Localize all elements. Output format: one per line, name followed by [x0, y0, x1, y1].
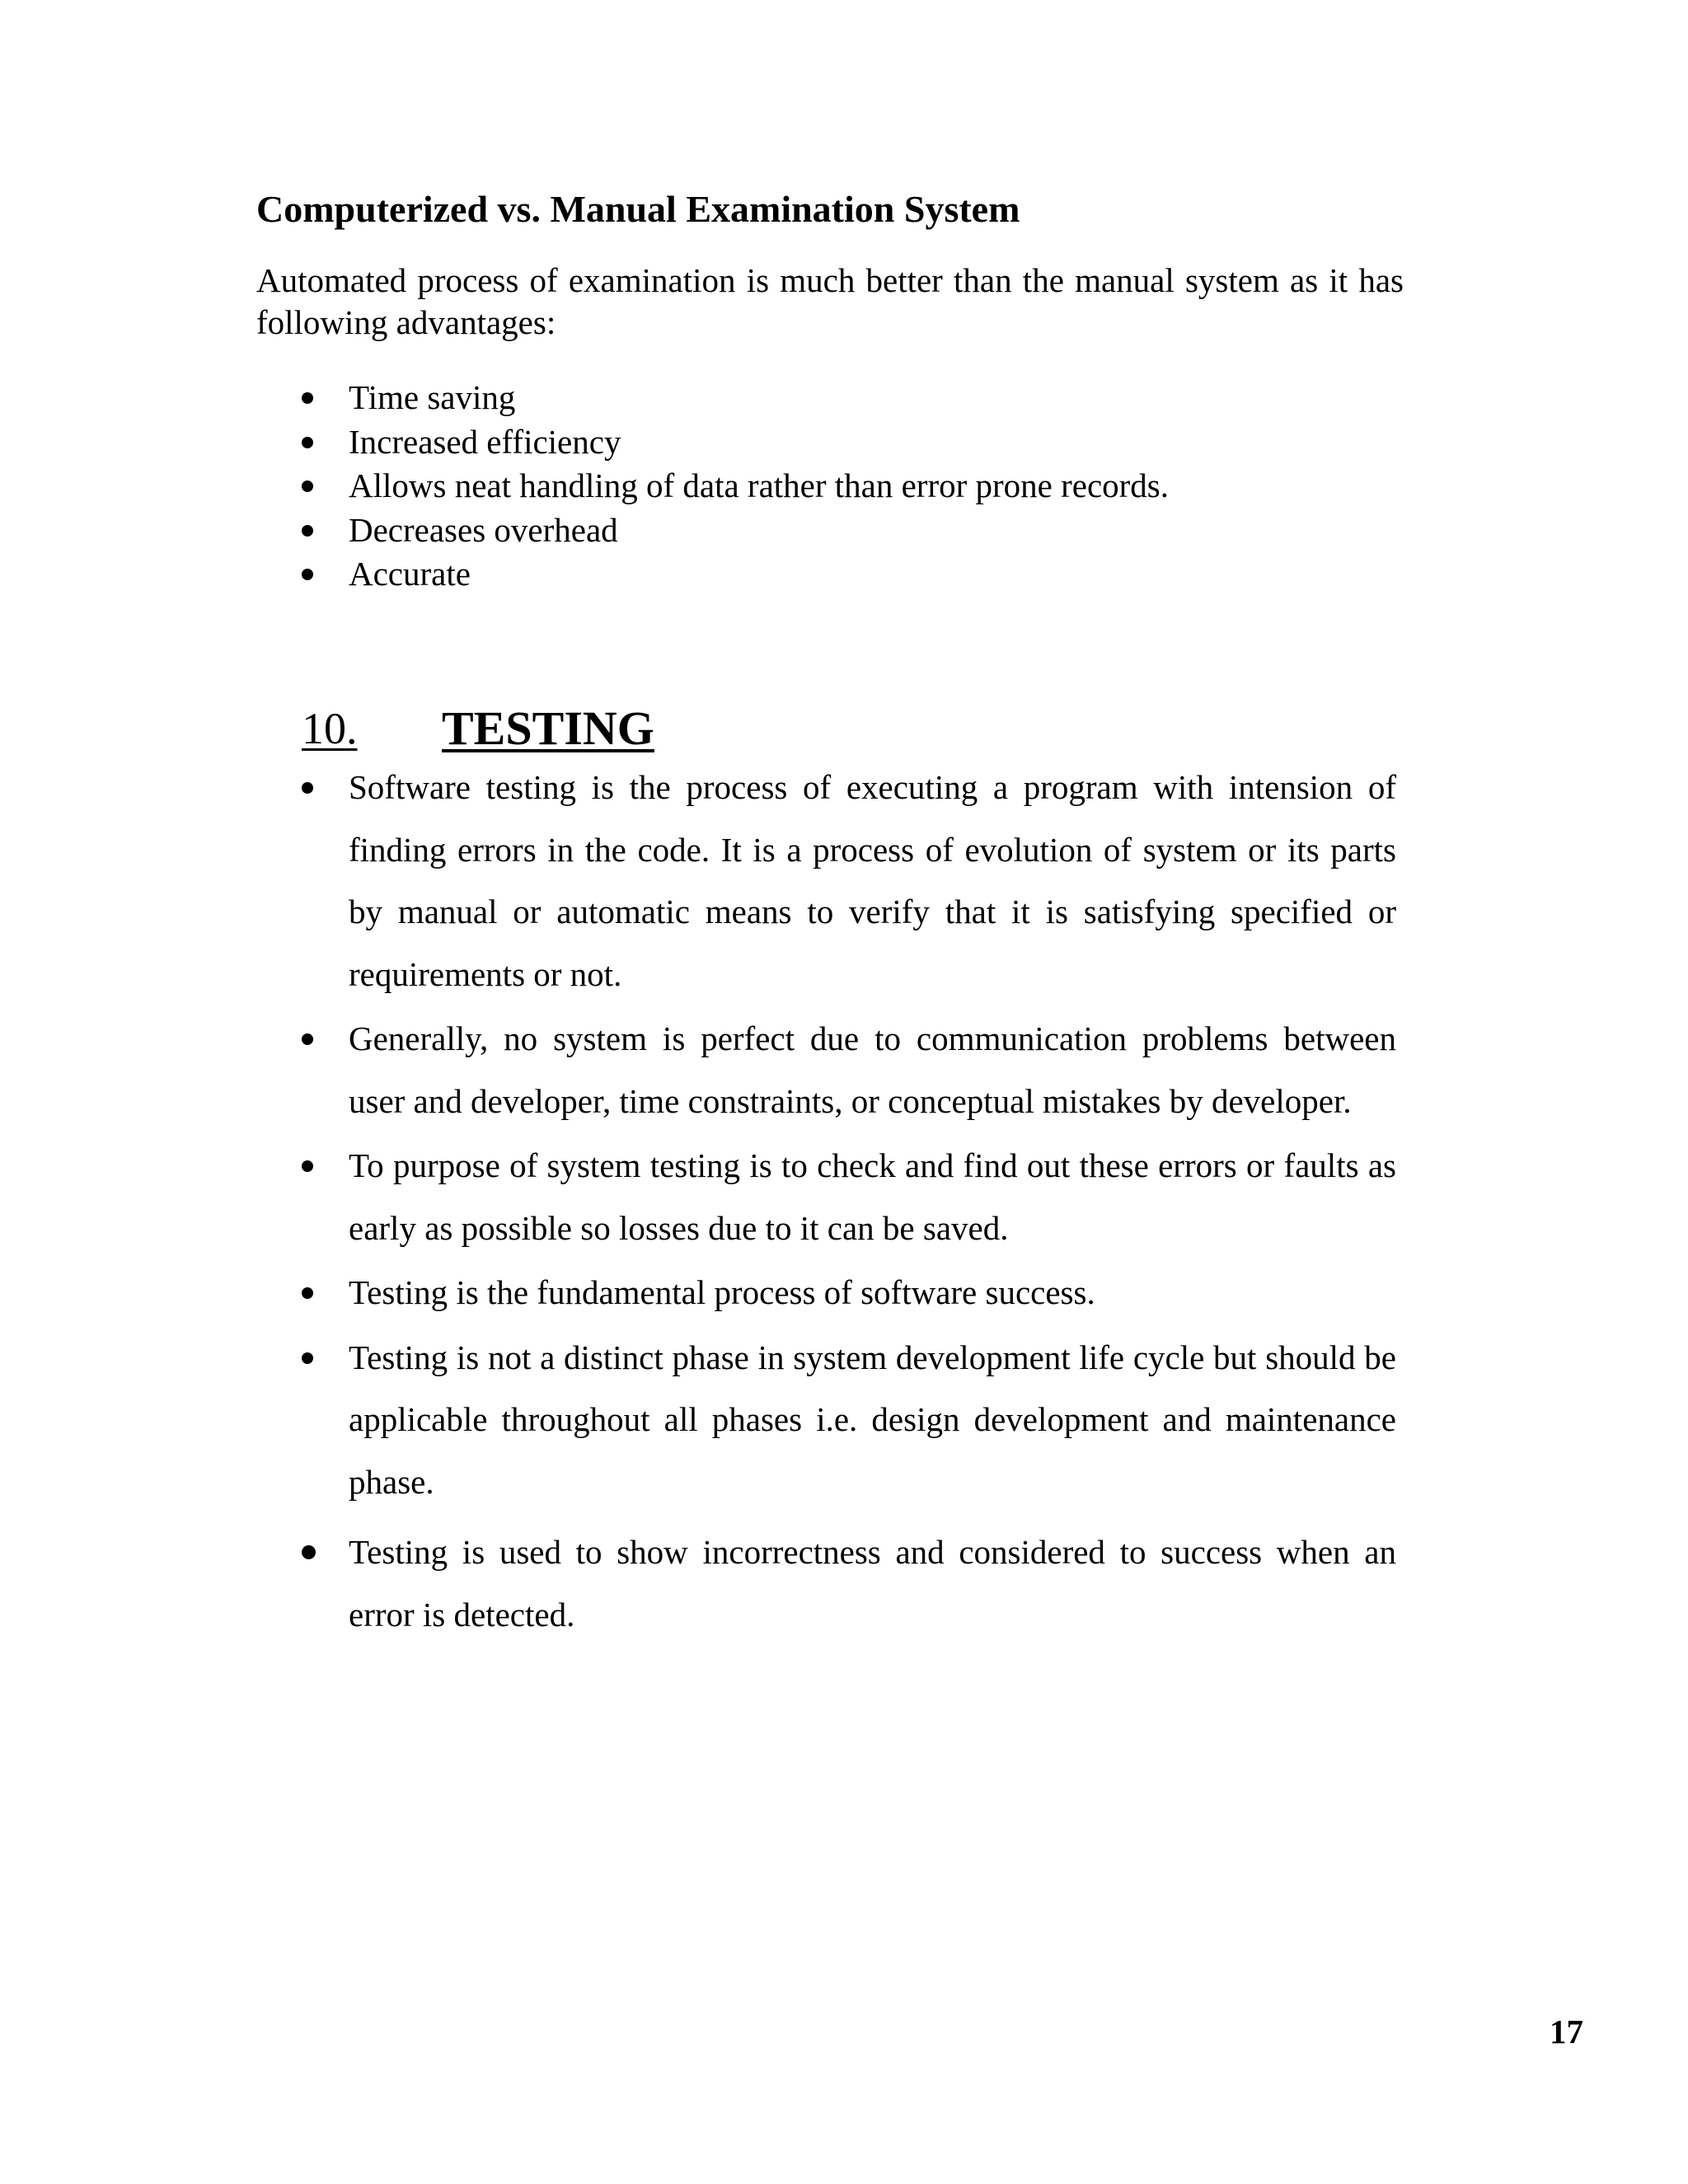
list-item [302, 464, 1169, 509]
chapter-heading [302, 701, 654, 762]
list-item [302, 1521, 1396, 1646]
bullet-icon [302, 1352, 313, 1364]
testing-points-list [302, 757, 1396, 1648]
bullet-icon [302, 1160, 313, 1172]
bullet-icon [302, 1287, 313, 1299]
bullet-icon [302, 782, 313, 794]
bullet-icon [302, 1033, 313, 1045]
list-item [302, 420, 1169, 465]
list-item [302, 1135, 1396, 1259]
advantages-list [302, 376, 1169, 597]
bullet-icon [302, 437, 313, 448]
bullet-icon [302, 480, 313, 492]
page-number: 17 [1550, 2013, 1583, 2050]
list-item [302, 1008, 1396, 1132]
bullet-icon [302, 525, 313, 537]
chapter-number: 10. [302, 704, 358, 753]
list-item-text: Generally, no system is perfect due to communication problems between user and developer, time constraints, or conceptual mistakes by developer. [349, 1019, 1396, 1120]
list-item-text: Testing is the fundamental process of software success. [349, 1273, 1095, 1311]
list-item [302, 1327, 1396, 1514]
list-item-text: Accurate [349, 555, 471, 593]
list-item [302, 757, 1396, 1005]
section-heading: Computerized vs. Manual Examination System [256, 188, 1020, 230]
list-item [302, 1262, 1396, 1324]
bullet-icon [302, 1545, 316, 1559]
bullet-icon [302, 569, 313, 580]
chapter-title: TESTING [442, 701, 654, 755]
list-item-text: Time saving [349, 378, 516, 416]
list-item-text: Allows neat handling of data rather than error prone records. [349, 466, 1170, 504]
list-item-text: To purpose of system testing is to check and find out these errors or faults as early as possible so losses due to it can be saved. [349, 1146, 1396, 1247]
list-item-text: Software testing is the process of executing a program with intension of finding errors in the code. It is a process of evolution of system or its parts by manual or automatic means to verify that it is satisfying specified or requirements or not. [349, 768, 1396, 993]
intro-paragraph: Automated process of examination is much better than the manual system as it has following advantages: [256, 261, 1404, 341]
list-item-text: Testing is not a distinct phase in system development life cycle but should be applicable throughout all phases i.e. design development and maintenance phase. [349, 1338, 1396, 1501]
list-item-text: Decreases overhead [349, 510, 618, 549]
bullet-icon [302, 392, 313, 404]
list-item-text: Testing is used to show incorrectness and considered to success when an error is detected. [349, 1533, 1396, 1633]
list-item [302, 509, 1169, 553]
list-item [302, 552, 1169, 597]
list-item-text: Increased efficiency [349, 422, 621, 461]
list-item [302, 376, 1169, 420]
